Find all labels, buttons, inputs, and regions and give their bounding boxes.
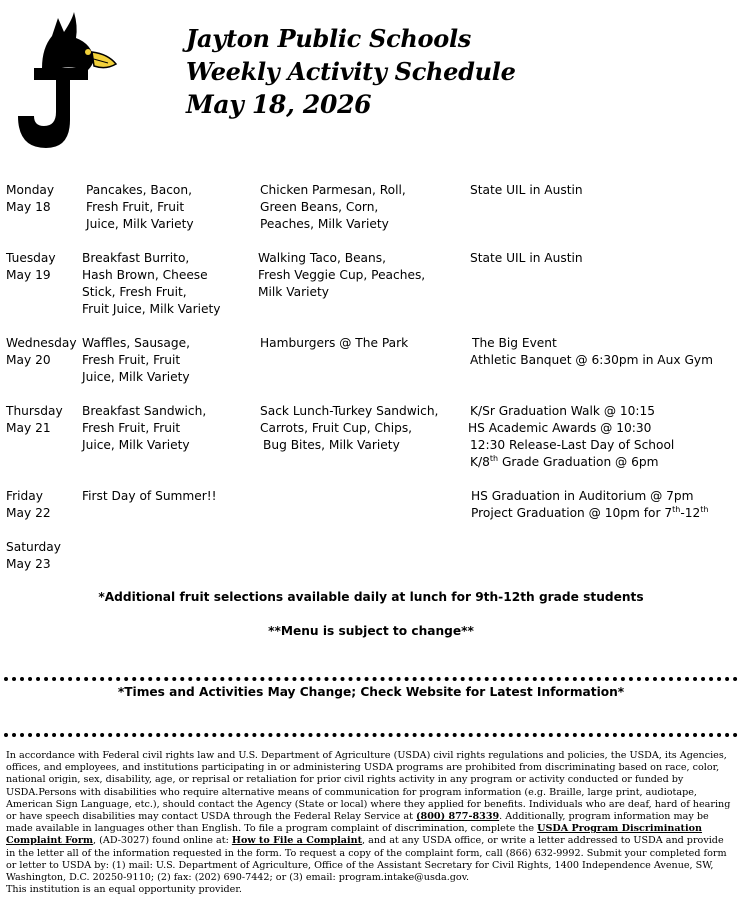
j-letter-shape bbox=[18, 68, 88, 148]
menu-change-note: **Menu is subject to change** bbox=[268, 624, 474, 638]
activities: State UIL in Austin bbox=[470, 183, 583, 197]
breakfast-menu: Waffles, Sausage, Fresh Fruit, Fruit Juice, Milk Variety bbox=[82, 336, 190, 384]
cardinal-eye-shape bbox=[85, 49, 91, 55]
project-graduation-line: Project Graduation @ 10pm for 7th-12th bbox=[471, 504, 709, 520]
day-label: Saturday May 23 bbox=[6, 540, 61, 571]
lunch-menu: Sack Lunch-Turkey Sandwich, Carrots, Fruit Cup, Chips, Bug Bites, Milk Variety bbox=[260, 404, 439, 452]
title-schedule: Weekly Activity Schedule bbox=[186, 57, 516, 86]
activities: HS Graduation in Auditorium @ 7pm Project Graduation @ 10pm for 7th-12th bbox=[471, 488, 745, 522]
breakfast-menu: Pancakes, Bacon, Fresh Fruit, Fruit Juice, Milk Variety bbox=[86, 183, 194, 231]
lunch-menu: Chicken Parmesan, Roll, Green Beans, Corn, Peaches, Milk Variety bbox=[260, 183, 406, 231]
jayton-jays-logo bbox=[12, 8, 122, 156]
day-label: Wednesday May 20 bbox=[6, 336, 77, 367]
day-label: Monday May 18 bbox=[6, 183, 55, 214]
activities: State UIL in Austin bbox=[470, 251, 583, 265]
activities: K/Sr Graduation Walk @ 10:15 HS Academic Awards @ 10:30 12:30 Release-Last Day of School K/8th Grade Graduation @ 6pm bbox=[470, 403, 744, 471]
breakfast-menu: Breakfast Sandwich, Fresh Fruit, Fruit Juice, Milk Variety bbox=[82, 404, 207, 452]
dotted-divider-top bbox=[4, 677, 738, 681]
fruit-note: *Additional fruit selections available daily at lunch for 9th-12th grade students bbox=[98, 590, 644, 604]
k8-graduation-line: K/8th Grade Graduation @ 6pm bbox=[470, 453, 659, 469]
day-label: Thursday May 21 bbox=[6, 404, 63, 435]
schedule-title bbox=[186, 22, 516, 121]
complaint-form-link[interactable]: USDA Program Discrimination Complaint Form bbox=[6, 823, 703, 847]
how-to-file-link[interactable]: How to File a Complaint bbox=[231, 835, 363, 847]
title-date: May 18, 2026 bbox=[186, 90, 372, 119]
cardinal-body-shape bbox=[42, 12, 94, 74]
title-school: Jayton Public Schools bbox=[186, 24, 471, 53]
times-change-note: *Times and Activities May Change; Check Website for Latest Information* bbox=[117, 685, 625, 699]
activities: The Big Event Athletic Banquet @ 6:30pm in Aux Gym bbox=[470, 336, 713, 367]
breakfast-menu: First Day of Summer!! bbox=[82, 489, 217, 503]
usda-nondiscrimination-statement: In accordance with Federal civil rights law and U.S. Department of Agriculture (USDA) civil rights regulations and policies, the USDA, its Agencies, offices, and employees, and institutions participating in or administering USDA programs are prohibited from discriminating based on race, color, national origin, sex, disability, age, or reprisal or retaliation for prior civil rights activity in any program or activity conducted or funded by USDA.Persons with disabilities who require alternative means of communication for program information (e.g. Braille, large print, audiotape, American Sign Language, etc.), should contact the Agency (State or local) where they applied for benefits. Individuals who are deaf, hard of hearing or have speech disabilities may contact USDA through the Federal Relay Service at (800) 877-8339. Additionally, program information may be made available in languages other than English. To file a program complaint of discrimination, complete the USDA Program Discrimination Complaint Form, (AD-3027) found online at: How to File a Complaint, and at any USDA office, or write a letter addressed to USDA and provide in the letter all of the information requested in the form. To request a copy of the complaint form, call (866) 632-9992. Submit your completed form or letter to USDA by: (1) mail: U.S. Department of Agriculture, Office of the Assistant Secretary for Civil Rights, 1400 Independence Avenue, SW, Washington, D.C. 20250-9110; (2) fax: (202) 690-7442; or (3) email: program.intake@usda.gov. This institution is an equal opportunity provider. bbox=[6, 750, 734, 896]
day-label: Friday May 22 bbox=[6, 489, 51, 520]
relay-phone: (800) 877-8339 bbox=[416, 811, 500, 823]
breakfast-menu: Breakfast Burrito, Hash Brown, Cheese Stick, Fresh Fruit, Fruit Juice, Milk Variety bbox=[82, 251, 221, 316]
dotted-divider-bottom bbox=[4, 733, 738, 737]
day-label: Tuesday May 19 bbox=[6, 251, 56, 282]
equal-opportunity-line: This institution is an equal opportunity provider. bbox=[6, 884, 242, 896]
lunch-menu: Hamburgers @ The Park bbox=[260, 336, 409, 350]
lunch-menu: Walking Taco, Beans, Fresh Veggie Cup, Peaches, Milk Variety bbox=[258, 251, 426, 299]
